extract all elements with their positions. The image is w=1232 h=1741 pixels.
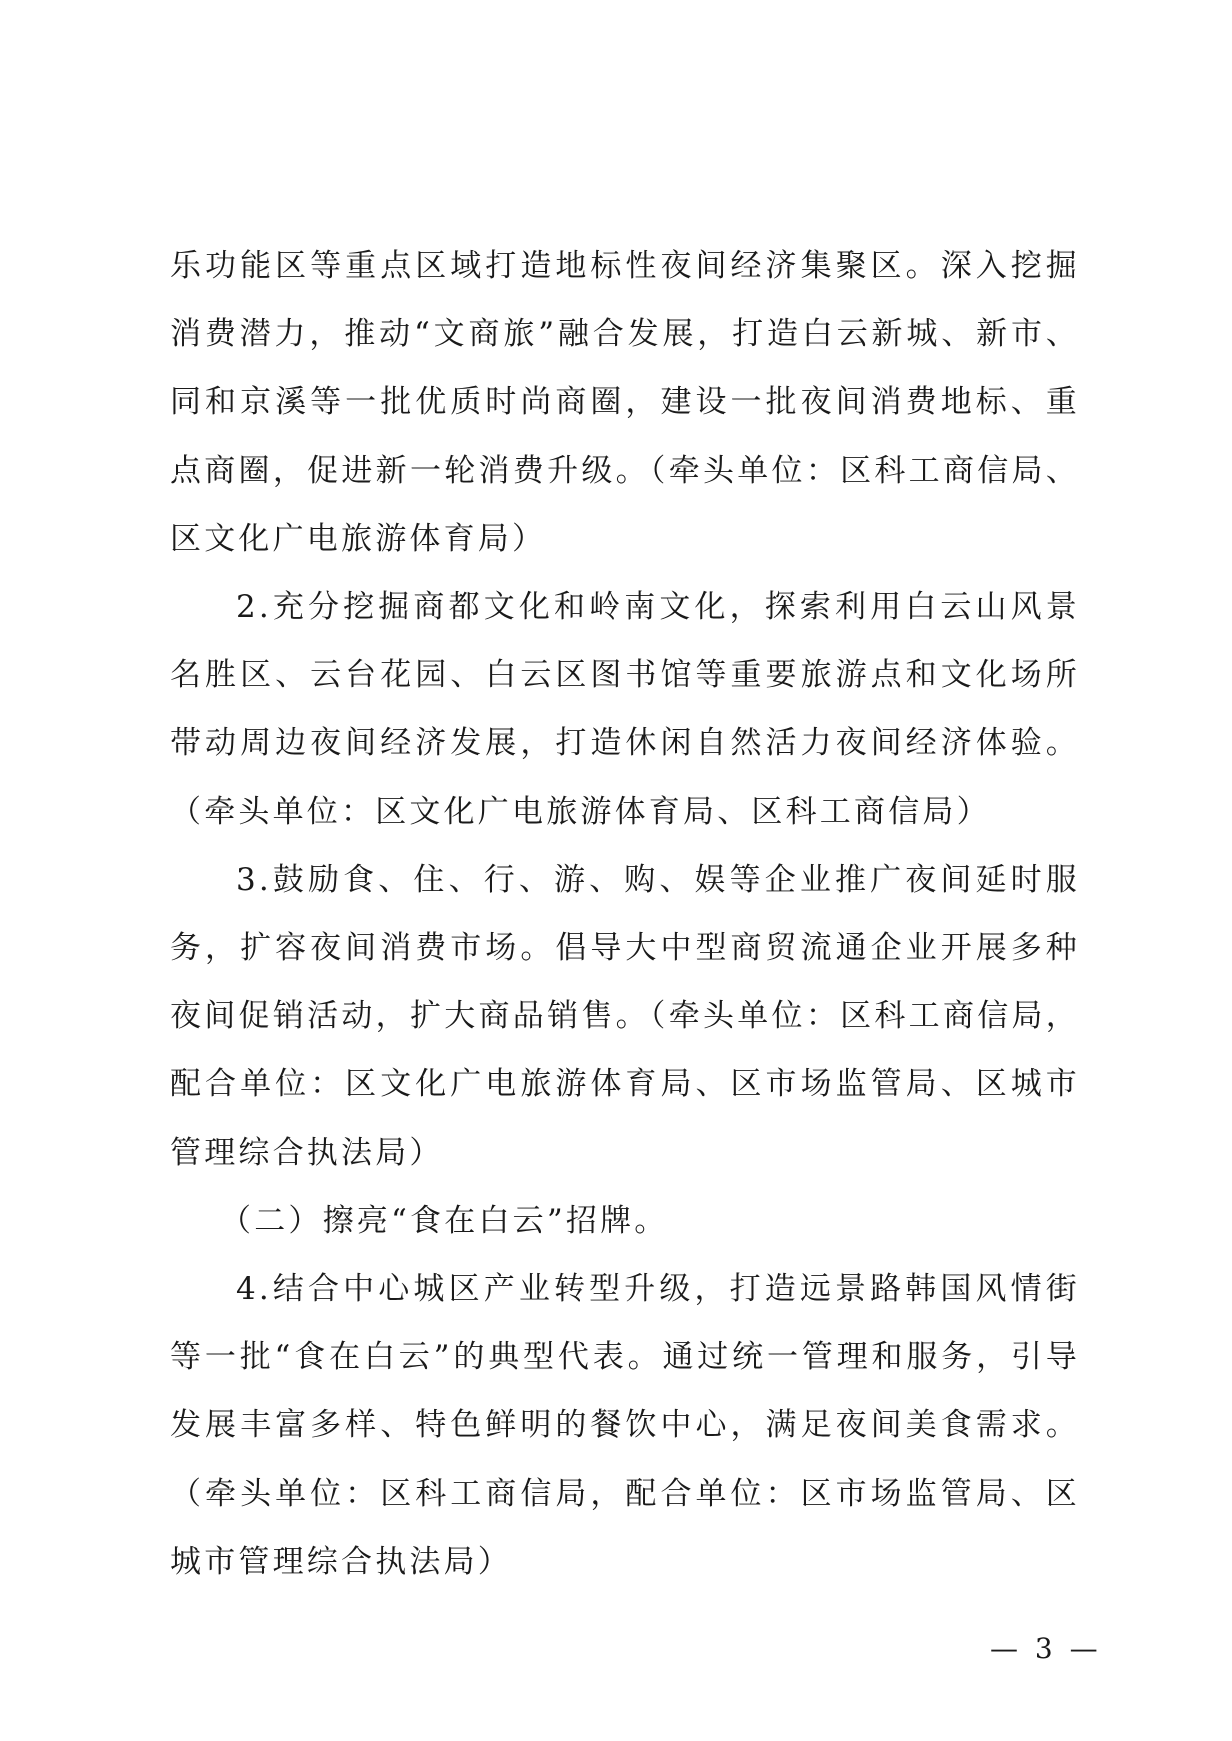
section-heading-2: （二）擦亮“食在白云”招牌。 [220, 1202, 669, 1239]
document-body [170, 232, 1080, 1596]
paragraph-item-2: 2.充分挖掘商都文化和岭南文化，探索利用白云山风景名胜区、云台花园、白云区图书馆等重要旅游点和文化场所带动周边夜间经济发展，打造休闲自然活力夜间经济体验。（牵头单位：区文化广电旅游体育局、区科工商信局） [170, 589, 1080, 830]
paragraph-continuation: 乐功能区等重点区域打造地标性夜间经济集聚区。深入挖掘消费潜力，推动“文商旅”融合发展，打造白云新城、新市、同和京溪等一批优质时尚商圈，建设一批夜间消费地标、重点商圈，促进新一轮消费升级。（牵头单位：区科工商信局、区文化广电旅游体育局） [170, 248, 1080, 557]
paragraph-item-4: 4.结合中心城区产业转型升级，打造远景路韩国风情街等一批“食在白云”的典型代表。通过统一管理和服务，引导发展丰富多样、特色鲜明的餐饮中心，满足夜间美食需求。（牵头单位：区科工商信局，配合单位：区市场监管局、区城市管理综合执法局） [170, 1271, 1080, 1580]
paragraph-item-3: 3.鼓励食、住、行、游、购、娱等企业推广夜间延时服务，扩容夜间消费市场。倡导大中型商贸流通企业开展多种夜间促销活动，扩大商品销售。（牵头单位：区科工商信局，配合单位：区文化广电旅游体育局、区市场监管局、区城市管理综合执法局） [170, 861, 1080, 1171]
page-number: — 3 — [990, 1632, 1102, 1665]
